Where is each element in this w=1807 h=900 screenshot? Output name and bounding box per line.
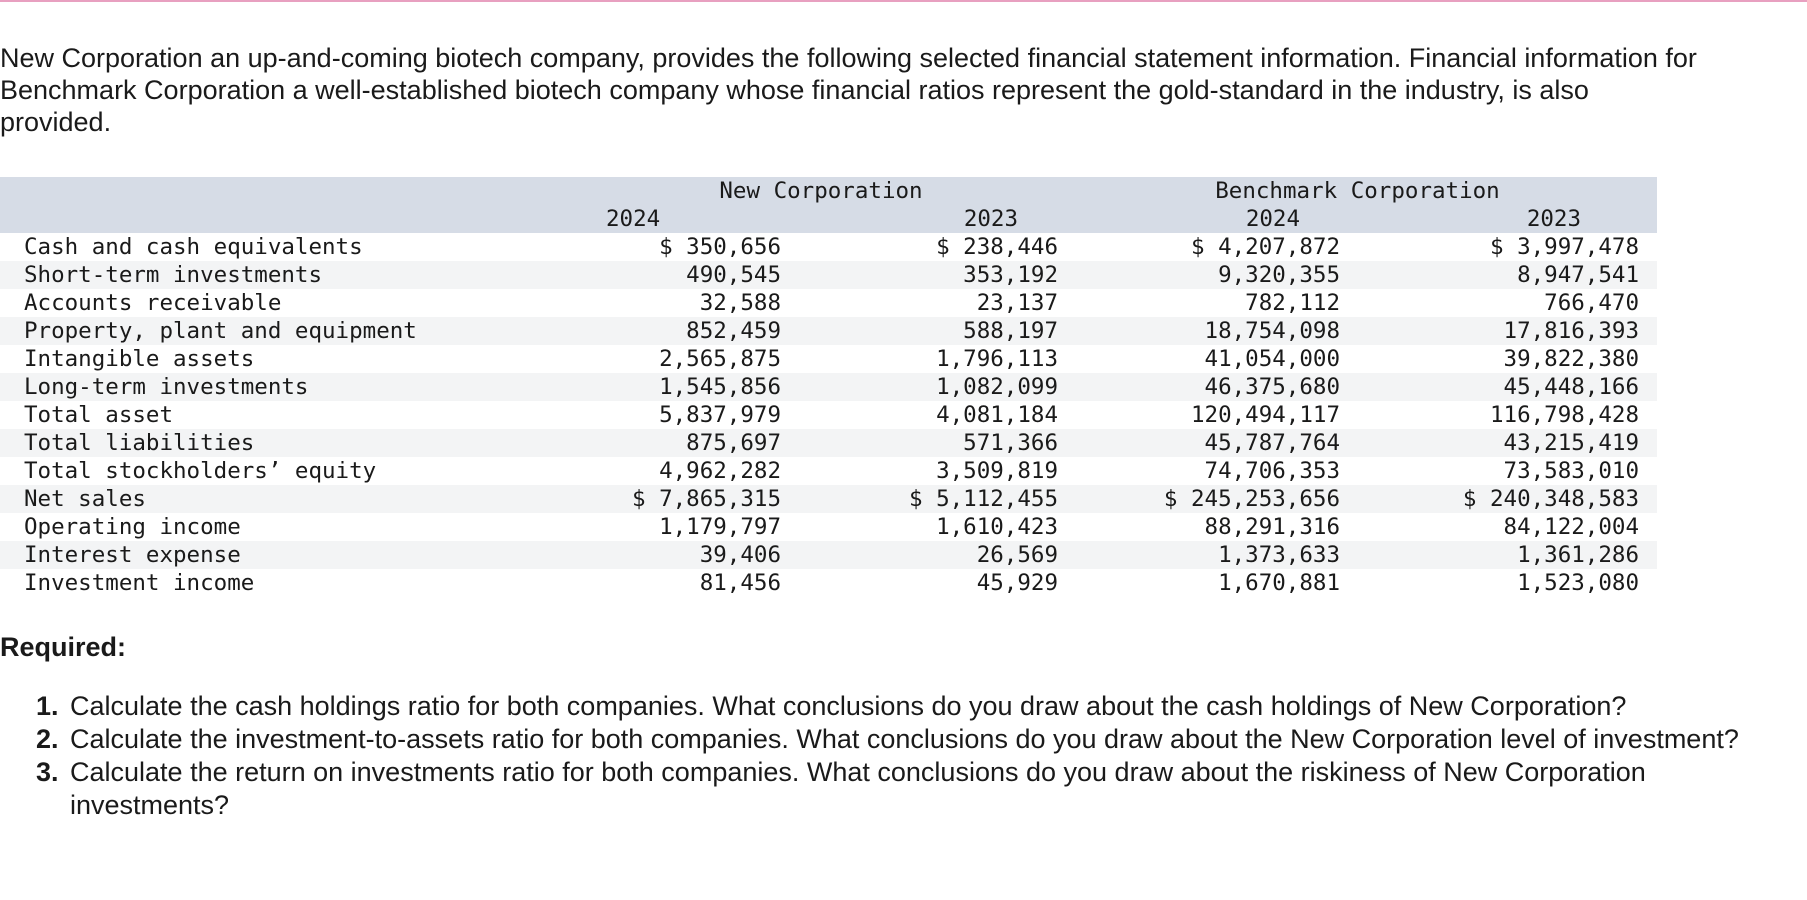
table-row — [0, 429, 1657, 457]
table-cell: 9,320,355 — [1218, 262, 1340, 288]
table-cell: 4,081,184 — [936, 402, 1058, 428]
table-cell: 116,798,428 — [1489, 402, 1639, 428]
table-cell: 571,366 — [963, 430, 1058, 456]
table-row — [0, 513, 1657, 541]
table-cell: 2,565,875 — [659, 346, 781, 372]
table-row — [0, 457, 1657, 485]
requirement-number: 2. — [36, 724, 59, 754]
table-cell: 5,837,979 — [659, 402, 781, 428]
year-header: 2024 — [606, 206, 661, 232]
table-cell: 588,197 — [963, 318, 1058, 344]
table-cell: 8,947,541 — [1517, 262, 1639, 288]
table-cell: 45,929 — [976, 570, 1058, 596]
table-cell: 18,754,098 — [1204, 318, 1340, 344]
row-label: Investment income — [24, 570, 255, 596]
row-label: Total liabilities — [24, 430, 255, 456]
financial-table — [0, 177, 1657, 597]
requirement-item — [36, 723, 1756, 756]
header-blank — [0, 177, 584, 205]
row-label: Intangible assets — [24, 346, 255, 372]
table-cell: 1,523,080 — [1517, 570, 1639, 596]
required-heading: Required: — [0, 632, 127, 662]
intro-paragraph: New Corporation an up-and-coming biotech company, provides the following selected financial statement information. Financial information for Benchmark Corporation a well-established biotech company whose financial ratios represent the gold-standard in the industry, is also provided. — [0, 43, 1697, 137]
new-corp-header: New Corporation — [719, 178, 923, 204]
requirement-item — [36, 756, 1756, 822]
table-cell: 1,179,797 — [659, 514, 781, 540]
requirements-list — [36, 690, 1756, 822]
table-cell: 1,545,856 — [659, 374, 781, 400]
table-cell: 39,406 — [699, 542, 781, 568]
row-label: Accounts receivable — [24, 290, 282, 316]
table-cell: 120,494,117 — [1190, 402, 1340, 428]
table-cell: 45,787,764 — [1204, 430, 1340, 456]
table-cell: 1,361,286 — [1517, 542, 1639, 568]
table-cell: 4,962,282 — [659, 458, 781, 484]
table-cell: $ 240,348,583 — [1462, 486, 1639, 512]
table-body — [0, 233, 1657, 597]
table-cell: 43,215,419 — [1503, 430, 1639, 456]
table-cell: 81,456 — [699, 570, 781, 596]
table-cell: 782,112 — [1245, 290, 1340, 316]
row-label: Operating income — [24, 514, 241, 540]
year-header: 2024 — [1245, 206, 1300, 232]
table-cell: 875,697 — [686, 430, 781, 456]
company-header-row — [0, 177, 1657, 205]
table-cell: 353,192 — [963, 262, 1058, 288]
table-row — [0, 401, 1657, 429]
table-cell: 73,583,010 — [1503, 458, 1639, 484]
table-row — [0, 289, 1657, 317]
table-cell: 32,588 — [699, 290, 781, 316]
table-row — [0, 345, 1657, 373]
table-cell: $ 238,446 — [936, 234, 1058, 260]
table-cell: 88,291,316 — [1204, 514, 1340, 540]
table-cell: 39,822,380 — [1503, 346, 1639, 372]
year-header: 2023 — [1526, 206, 1581, 232]
table-cell: 1,082,099 — [936, 374, 1058, 400]
table-row — [0, 569, 1657, 597]
requirement-text: Calculate the investment-to-assets ratio for both companies. What conclusions do you draw about the New Corporation level of investment? — [70, 724, 1739, 754]
table-cell: 84,122,004 — [1503, 514, 1639, 540]
table-row — [0, 485, 1657, 513]
table-cell: 1,670,881 — [1218, 570, 1340, 596]
table-row — [0, 317, 1657, 345]
table-row — [0, 233, 1657, 261]
table-cell: 1,373,633 — [1218, 542, 1340, 568]
year-header-row — [0, 205, 1657, 233]
row-label: Total stockholders’ equity — [24, 458, 377, 484]
table-cell: $ 350,656 — [659, 234, 781, 260]
requirement-number: 1. — [36, 691, 59, 721]
table-cell: 17,816,393 — [1503, 318, 1639, 344]
table-cell: 3,509,819 — [936, 458, 1058, 484]
table-cell: $ 3,997,478 — [1489, 234, 1639, 260]
table-cell: 766,470 — [1544, 290, 1639, 316]
table-row — [0, 261, 1657, 289]
row-label: Short-term investments — [24, 262, 323, 288]
table-cell: $ 4,207,872 — [1190, 234, 1340, 260]
table-cell: 26,569 — [976, 542, 1058, 568]
table-cell: 852,459 — [686, 318, 781, 344]
table-cell: 1,610,423 — [936, 514, 1058, 540]
table-cell: 41,054,000 — [1204, 346, 1340, 372]
table-cell: 74,706,353 — [1204, 458, 1340, 484]
table-row — [0, 541, 1657, 569]
requirement-text: Calculate the return on investments ratio for both companies. What conclusions do you draw about the riskiness of New Corporation investments? — [70, 757, 1646, 820]
table-row — [0, 373, 1657, 401]
row-label: Total asset — [24, 402, 174, 428]
row-label: Interest expense — [24, 542, 241, 568]
row-label: Cash and cash equivalents — [24, 234, 363, 260]
row-label: Net sales — [24, 486, 146, 512]
table-cell: $ 245,253,656 — [1163, 486, 1340, 512]
year-header: 2023 — [963, 206, 1018, 232]
table-cell: $ 5,112,455 — [908, 486, 1058, 512]
row-label: Long-term investments — [24, 374, 309, 400]
row-label: Property, plant and equipment — [24, 318, 417, 344]
table-cell: 490,545 — [686, 262, 781, 288]
table-cell: 45,448,166 — [1503, 374, 1639, 400]
top-border — [0, 0, 1807, 2]
table-cell: 23,137 — [976, 290, 1058, 316]
requirement-item — [36, 690, 1756, 723]
header-blank — [0, 205, 584, 233]
table-cell: 1,796,113 — [936, 346, 1058, 372]
table-cell: 46,375,680 — [1204, 374, 1340, 400]
requirement-number: 3. — [36, 757, 59, 787]
requirement-text: Calculate the cash holdings ratio for both companies. What conclusions do you draw about the cash holdings of New Corporation? — [70, 691, 1627, 721]
table-cell: $ 7,865,315 — [631, 486, 781, 512]
benchmark-corp-header: Benchmark Corporation — [1215, 178, 1500, 204]
